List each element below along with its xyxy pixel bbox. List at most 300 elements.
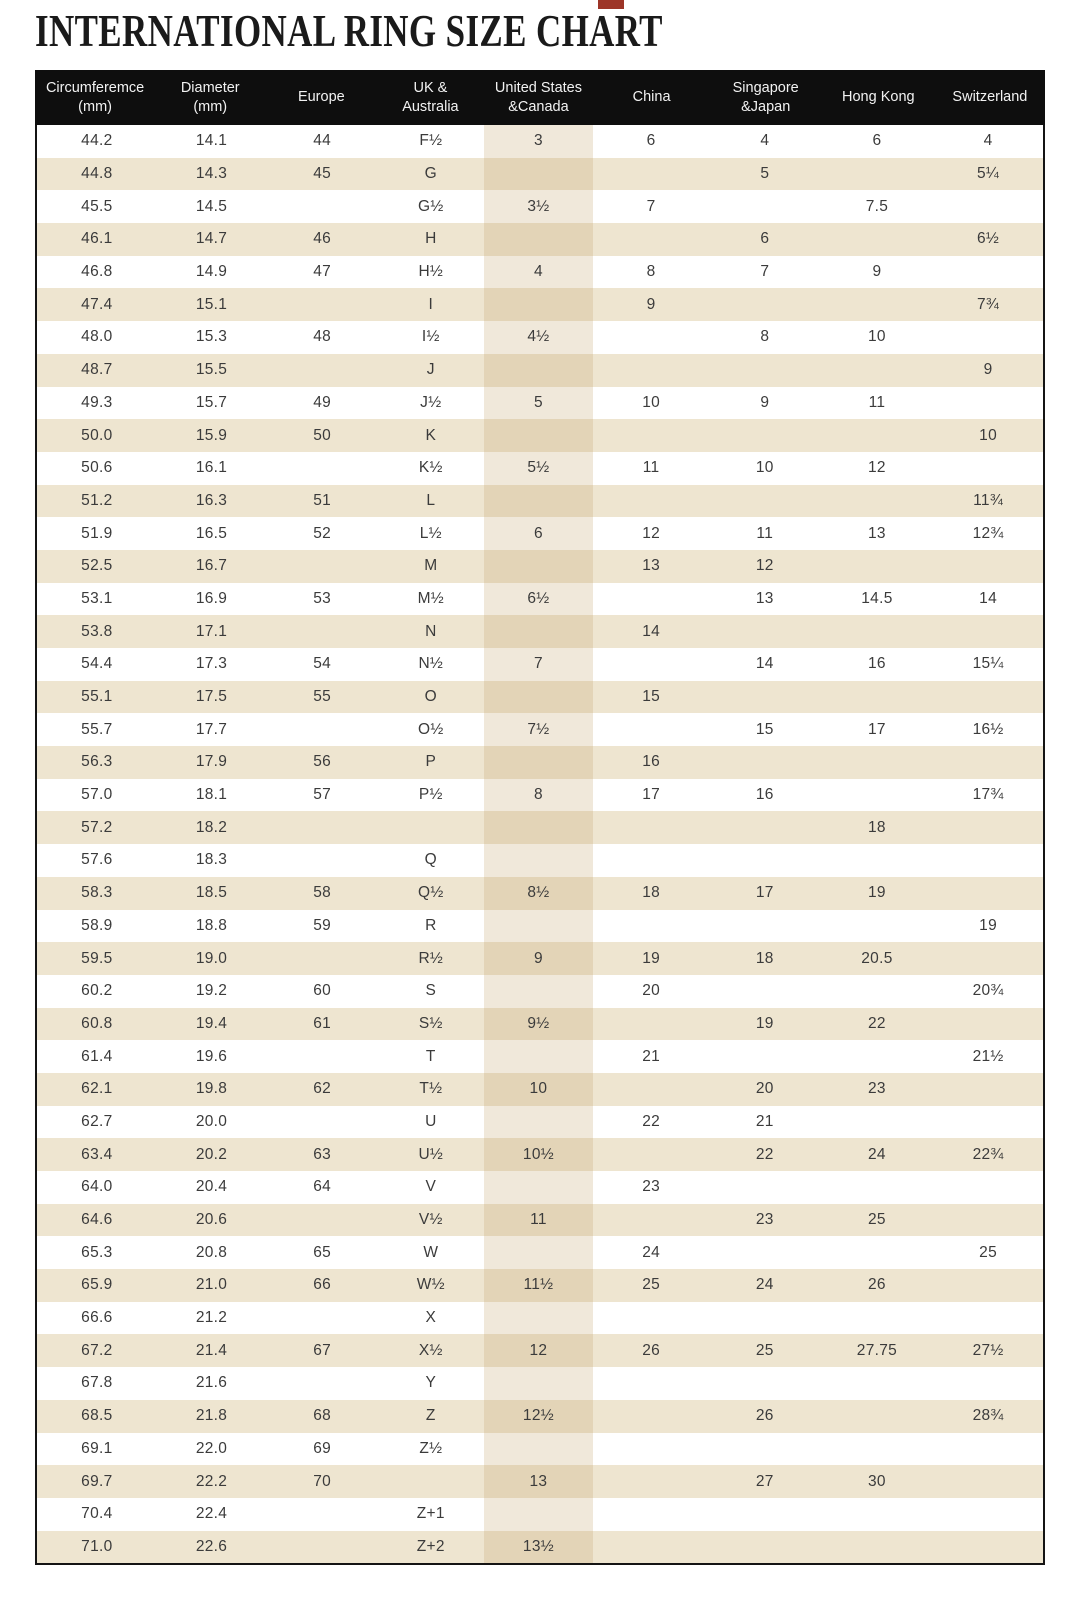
cell-us-canada bbox=[484, 811, 594, 844]
cell-circumference: 70.4 bbox=[81, 1505, 113, 1523]
cell-circumference: 62.7 bbox=[81, 1112, 113, 1130]
cell-europe bbox=[266, 190, 378, 223]
cell-diameter: 19.8 bbox=[195, 1080, 228, 1098]
cell-hong-kong bbox=[821, 1236, 934, 1269]
cell-us-canada: 6½ bbox=[484, 583, 594, 616]
cell-china bbox=[593, 419, 709, 452]
cell-us-canada bbox=[484, 1236, 594, 1269]
table-row bbox=[37, 419, 1043, 452]
cell-us-canada bbox=[484, 158, 594, 191]
cell-europe: 44 bbox=[313, 132, 332, 150]
cell-hong-kong: 17 bbox=[868, 720, 886, 738]
cell-singapore-japan: 12 bbox=[755, 557, 774, 575]
cell-singapore-japan: 22 bbox=[755, 1145, 774, 1163]
cell-europe bbox=[266, 1204, 378, 1237]
cell-china: 14 bbox=[642, 622, 661, 640]
cell-diameter: 15.7 bbox=[195, 393, 228, 411]
cell-circumference: 58.3 bbox=[81, 884, 113, 902]
cell-singapore-japan: 11 bbox=[756, 524, 774, 542]
cell-china bbox=[593, 1008, 709, 1041]
cell-diameter: 15.3 bbox=[195, 328, 228, 346]
cell-us-canada bbox=[484, 1302, 594, 1335]
cell-circumference: 64.0 bbox=[81, 1178, 113, 1196]
cell-switzerland bbox=[933, 746, 1043, 779]
table-row bbox=[37, 779, 1043, 812]
cell-uk-australia: W½ bbox=[416, 1276, 445, 1294]
table-row bbox=[37, 1008, 1043, 1041]
cell-china: 20 bbox=[642, 982, 661, 1000]
cell-singapore-japan: 18 bbox=[755, 949, 774, 967]
cell-hong-kong: 25 bbox=[868, 1211, 886, 1229]
cell-hong-kong bbox=[821, 844, 934, 877]
table-row bbox=[37, 1138, 1043, 1171]
cell-us-canada: 9 bbox=[484, 942, 594, 975]
cell-diameter: 18.5 bbox=[195, 884, 228, 902]
column-header-diameter: Diameter (mm) bbox=[180, 80, 240, 115]
cell-uk-australia bbox=[378, 1465, 484, 1498]
cell-singapore-japan: 16 bbox=[755, 786, 774, 804]
cell-uk-australia: Z+1 bbox=[416, 1505, 445, 1523]
cell-uk-australia: K½ bbox=[418, 459, 443, 477]
cell-us-canada bbox=[484, 1040, 594, 1073]
cell-china bbox=[593, 485, 709, 518]
cell-us-canada bbox=[484, 419, 594, 452]
cell-europe: 55 bbox=[313, 688, 332, 706]
cell-us-canada: 12 bbox=[484, 1334, 594, 1367]
table-row bbox=[37, 387, 1043, 420]
cell-switzerland bbox=[933, 877, 1043, 910]
cell-diameter: 14.1 bbox=[195, 132, 228, 150]
cell-us-canada bbox=[484, 1367, 594, 1400]
cell-circumference: 44.8 bbox=[81, 165, 113, 183]
cell-switzerland: 27½ bbox=[972, 1341, 1004, 1359]
cell-europe: 54 bbox=[313, 655, 332, 673]
cell-diameter: 18.2 bbox=[195, 818, 228, 836]
cell-hong-kong: 22 bbox=[868, 1014, 886, 1032]
cell-hong-kong bbox=[821, 975, 934, 1008]
cell-switzerland bbox=[933, 942, 1043, 975]
cell-switzerland bbox=[933, 1433, 1043, 1466]
cell-circumference: 46.8 bbox=[81, 263, 113, 281]
cell-us-canada bbox=[484, 223, 594, 256]
cell-europe: 45 bbox=[313, 165, 332, 183]
cell-uk-australia: Y bbox=[425, 1374, 437, 1392]
cell-hong-kong: 9 bbox=[872, 263, 882, 281]
cell-switzerland: 15¼ bbox=[972, 655, 1004, 673]
page-title: INTERNATIONAL RING SIZE CHART bbox=[35, 5, 663, 56]
table-row bbox=[37, 811, 1043, 844]
cell-china bbox=[593, 158, 709, 191]
cell-diameter: 21.0 bbox=[195, 1276, 228, 1294]
cell-china: 25 bbox=[642, 1276, 661, 1294]
cell-switzerland: 20¾ bbox=[972, 982, 1004, 1000]
cell-switzerland bbox=[933, 844, 1043, 877]
cell-diameter: 21.4 bbox=[195, 1341, 228, 1359]
cell-uk-australia: M½ bbox=[417, 589, 445, 607]
column-header-switzerland: Switzerland bbox=[952, 89, 1028, 106]
table-row bbox=[37, 158, 1043, 191]
cell-uk-australia: K bbox=[425, 426, 437, 444]
cell-circumference: 48.7 bbox=[81, 361, 113, 379]
cell-china: 17 bbox=[642, 786, 661, 804]
cell-diameter: 16.9 bbox=[195, 589, 228, 607]
cell-china bbox=[593, 1073, 709, 1106]
cell-switzerland bbox=[933, 1367, 1043, 1400]
cell-switzerland bbox=[933, 1302, 1043, 1335]
cell-singapore-japan: 21 bbox=[755, 1112, 774, 1130]
cell-singapore-japan: 4 bbox=[760, 132, 770, 150]
table-row bbox=[37, 1040, 1043, 1073]
column-header-singapore-japan: Singapore &Japan bbox=[732, 80, 799, 115]
table-row bbox=[37, 288, 1043, 321]
cell-circumference: 54.4 bbox=[81, 655, 113, 673]
cell-uk-australia: W bbox=[423, 1243, 439, 1261]
cell-europe: 52 bbox=[313, 524, 332, 542]
cell-uk-australia: I bbox=[428, 295, 434, 313]
cell-hong-kong: 10 bbox=[868, 328, 886, 346]
cell-diameter: 14.5 bbox=[195, 197, 228, 215]
cell-singapore-japan: 26 bbox=[755, 1407, 774, 1425]
cell-singapore-japan bbox=[709, 1302, 821, 1335]
cell-hong-kong: 7.5 bbox=[865, 197, 889, 215]
cell-singapore-japan bbox=[709, 746, 821, 779]
cell-hong-kong bbox=[821, 288, 934, 321]
cell-europe: 57 bbox=[313, 786, 332, 804]
cell-hong-kong: 16 bbox=[868, 655, 886, 673]
cell-europe: 63 bbox=[313, 1145, 332, 1163]
cell-uk-australia: U½ bbox=[418, 1145, 444, 1163]
table-row bbox=[37, 583, 1043, 616]
cell-hong-kong: 30 bbox=[868, 1472, 886, 1490]
cell-uk-australia: O bbox=[424, 688, 437, 706]
cell-china bbox=[593, 1302, 709, 1335]
cell-circumference: 52.5 bbox=[81, 557, 113, 575]
cell-uk-australia: S½ bbox=[418, 1014, 443, 1032]
cell-singapore-japan bbox=[709, 681, 821, 714]
cell-us-canada bbox=[484, 1171, 594, 1204]
cell-circumference: 55.7 bbox=[81, 720, 113, 738]
cell-europe bbox=[266, 615, 378, 648]
cell-diameter: 20.0 bbox=[195, 1112, 228, 1130]
cell-uk-australia: M bbox=[424, 557, 438, 575]
cell-uk-australia: X½ bbox=[418, 1341, 443, 1359]
cell-uk-australia: V bbox=[425, 1178, 437, 1196]
ring-size-table bbox=[35, 70, 1045, 1565]
cell-singapore-japan bbox=[709, 485, 821, 518]
cell-china bbox=[593, 1465, 709, 1498]
table-row bbox=[37, 1498, 1043, 1531]
table-row bbox=[37, 844, 1043, 877]
cell-china: 24 bbox=[642, 1243, 661, 1261]
column-header-us-canada: United States &Canada bbox=[494, 80, 582, 115]
cell-switzerland bbox=[933, 452, 1043, 485]
cell-us-canada bbox=[484, 844, 594, 877]
cell-switzerland bbox=[933, 1465, 1043, 1498]
cell-singapore-japan bbox=[709, 288, 821, 321]
cell-hong-kong bbox=[821, 779, 934, 812]
table-row bbox=[37, 550, 1043, 583]
cell-china: 11 bbox=[642, 459, 660, 477]
cell-hong-kong bbox=[821, 354, 934, 387]
table-row bbox=[37, 321, 1043, 354]
column-header-hong-kong: Hong Kong bbox=[842, 89, 915, 106]
cell-circumference: 67.2 bbox=[81, 1341, 113, 1359]
cell-hong-kong: 14.5 bbox=[861, 589, 893, 607]
cell-china: 18 bbox=[642, 884, 661, 902]
cell-switzerland: 7¾ bbox=[977, 295, 1000, 313]
cell-china bbox=[593, 1204, 709, 1237]
cell-singapore-japan bbox=[709, 419, 821, 452]
cell-china bbox=[593, 1498, 709, 1531]
cell-europe: 68 bbox=[313, 1407, 332, 1425]
cell-singapore-japan: 20 bbox=[755, 1080, 774, 1098]
cell-circumference: 45.5 bbox=[81, 197, 113, 215]
table-row bbox=[37, 1204, 1043, 1237]
table-row bbox=[37, 746, 1043, 779]
cell-switzerland bbox=[933, 1008, 1043, 1041]
cell-uk-australia: J½ bbox=[420, 393, 442, 411]
cell-circumference: 50.6 bbox=[81, 459, 113, 477]
cell-us-canada: 3½ bbox=[484, 190, 594, 223]
table-row bbox=[37, 975, 1043, 1008]
cell-china bbox=[593, 583, 709, 616]
cell-europe: 56 bbox=[313, 753, 332, 771]
cell-circumference: 49.3 bbox=[81, 393, 113, 411]
cell-circumference: 67.8 bbox=[81, 1374, 113, 1392]
cell-uk-australia: H½ bbox=[418, 263, 444, 281]
cell-diameter: 15.5 bbox=[195, 361, 228, 379]
cell-hong-kong: 12 bbox=[868, 459, 886, 477]
table-row bbox=[37, 354, 1043, 387]
table-row bbox=[37, 1334, 1043, 1367]
cell-switzerland: 17¾ bbox=[972, 786, 1004, 804]
cell-switzerland bbox=[933, 1531, 1043, 1564]
cell-circumference: 57.6 bbox=[81, 851, 113, 869]
cell-europe: 50 bbox=[313, 426, 332, 444]
cell-uk-australia: H bbox=[425, 230, 437, 248]
cell-switzerland: 6½ bbox=[977, 230, 1000, 248]
cell-circumference: 46.1 bbox=[81, 230, 113, 248]
cell-diameter: 16.7 bbox=[195, 557, 228, 575]
cell-europe: 51 bbox=[313, 491, 332, 509]
cell-uk-australia: T½ bbox=[419, 1080, 443, 1098]
cell-us-canada bbox=[484, 354, 594, 387]
cell-uk-australia: I½ bbox=[421, 328, 440, 346]
cell-hong-kong bbox=[821, 910, 934, 943]
cell-switzerland: 21½ bbox=[972, 1047, 1004, 1065]
cell-switzerland bbox=[933, 1171, 1043, 1204]
cell-diameter: 19.0 bbox=[195, 949, 228, 967]
cell-uk-australia: G½ bbox=[418, 197, 444, 215]
cell-diameter: 22.6 bbox=[195, 1537, 228, 1555]
cell-singapore-japan: 14 bbox=[755, 655, 774, 673]
cell-diameter: 17.3 bbox=[195, 655, 228, 673]
cell-diameter: 17.5 bbox=[195, 688, 228, 706]
cell-china bbox=[593, 223, 709, 256]
cell-hong-kong: 19 bbox=[868, 884, 886, 902]
cell-europe: 46 bbox=[313, 230, 332, 248]
cell-uk-australia: X bbox=[425, 1309, 437, 1327]
cell-hong-kong bbox=[821, 158, 934, 191]
cell-china bbox=[593, 354, 709, 387]
cell-hong-kong bbox=[821, 485, 934, 518]
cell-singapore-japan: 27 bbox=[755, 1472, 774, 1490]
cell-switzerland bbox=[933, 1106, 1043, 1139]
cell-diameter: 20.6 bbox=[195, 1211, 228, 1229]
cell-china: 16 bbox=[642, 753, 661, 771]
cell-us-canada bbox=[484, 975, 594, 1008]
cell-hong-kong bbox=[821, 1498, 934, 1531]
table-row bbox=[37, 485, 1043, 518]
cell-us-canada bbox=[484, 746, 594, 779]
cell-switzerland: 22¾ bbox=[972, 1145, 1004, 1163]
cell-us-canada: 9½ bbox=[484, 1008, 594, 1041]
cell-uk-australia: Z+2 bbox=[416, 1537, 445, 1555]
cell-uk-australia: Z½ bbox=[419, 1439, 443, 1457]
cell-singapore-japan bbox=[709, 844, 821, 877]
cell-singapore-japan: 25 bbox=[755, 1341, 774, 1359]
cell-uk-australia bbox=[378, 811, 484, 844]
cell-switzerland bbox=[933, 1073, 1043, 1106]
cell-switzerland bbox=[933, 190, 1043, 223]
table-row bbox=[37, 1433, 1043, 1466]
cell-uk-australia: J bbox=[426, 361, 435, 379]
cell-europe: 69 bbox=[313, 1439, 332, 1457]
cell-china bbox=[593, 811, 709, 844]
cell-china: 9 bbox=[646, 295, 656, 313]
cell-us-canada: 8 bbox=[484, 779, 594, 812]
cell-singapore-japan bbox=[709, 811, 821, 844]
cell-us-canada: 13½ bbox=[484, 1531, 594, 1564]
cell-us-canada: 4 bbox=[484, 256, 594, 289]
cell-uk-australia: O½ bbox=[418, 720, 444, 738]
cell-europe bbox=[266, 354, 378, 387]
cell-uk-australia: P½ bbox=[418, 786, 443, 804]
cell-singapore-japan: 8 bbox=[760, 328, 770, 346]
cell-europe: 59 bbox=[313, 916, 332, 934]
cell-singapore-japan: 17 bbox=[755, 884, 774, 902]
cell-china: 22 bbox=[642, 1112, 661, 1130]
cell-europe: 48 bbox=[313, 328, 332, 346]
cell-us-canada bbox=[484, 615, 594, 648]
column-header-china: China bbox=[632, 89, 671, 106]
cell-uk-australia: S bbox=[425, 982, 437, 1000]
cell-uk-australia: N½ bbox=[418, 655, 444, 673]
cell-hong-kong: 18 bbox=[868, 818, 886, 836]
cell-circumference: 69.7 bbox=[81, 1472, 113, 1490]
cell-china bbox=[593, 1531, 709, 1564]
cell-switzerland: 14 bbox=[979, 589, 998, 607]
cell-switzerland bbox=[933, 681, 1043, 714]
cell-hong-kong: 11 bbox=[868, 393, 886, 411]
column-header-circumference: Circumferemce (mm) bbox=[45, 80, 145, 115]
cell-diameter: 22.0 bbox=[195, 1439, 228, 1457]
cell-china: 7 bbox=[646, 197, 656, 215]
cell-singapore-japan: 7 bbox=[760, 263, 770, 281]
cell-circumference: 48.0 bbox=[81, 328, 113, 346]
cell-diameter: 21.6 bbox=[195, 1374, 228, 1392]
cell-europe: 53 bbox=[313, 589, 332, 607]
cell-uk-australia: P bbox=[425, 753, 437, 771]
cell-hong-kong bbox=[821, 1367, 934, 1400]
cell-europe: 58 bbox=[313, 884, 332, 902]
cell-circumference: 53.1 bbox=[81, 589, 113, 607]
cell-china bbox=[593, 1367, 709, 1400]
cell-china bbox=[593, 1433, 709, 1466]
cell-circumference: 56.3 bbox=[81, 753, 113, 771]
cell-diameter: 15.1 bbox=[195, 295, 228, 313]
cell-uk-australia: R½ bbox=[418, 949, 444, 967]
cell-diameter: 14.3 bbox=[195, 165, 228, 183]
table-row bbox=[37, 125, 1043, 158]
cell-uk-australia: Z bbox=[425, 1407, 436, 1425]
cell-europe: 66 bbox=[313, 1276, 332, 1294]
cell-us-canada bbox=[484, 550, 594, 583]
cell-circumference: 60.8 bbox=[81, 1014, 113, 1032]
cell-diameter: 18.3 bbox=[195, 851, 228, 869]
cell-hong-kong: 6 bbox=[872, 132, 882, 150]
cell-hong-kong bbox=[821, 746, 934, 779]
cell-hong-kong bbox=[821, 1106, 934, 1139]
cell-china: 12 bbox=[642, 524, 661, 542]
cell-us-canada: 5½ bbox=[484, 452, 594, 485]
cell-hong-kong bbox=[821, 615, 934, 648]
table-row bbox=[37, 1400, 1043, 1433]
cell-europe: 64 bbox=[313, 1178, 332, 1196]
table-row bbox=[37, 1269, 1043, 1302]
cell-europe: 49 bbox=[313, 393, 332, 411]
cell-us-canada: 5 bbox=[484, 387, 594, 420]
cell-switzerland: 19 bbox=[979, 916, 998, 934]
cell-china: 8 bbox=[646, 263, 656, 281]
table-row bbox=[37, 190, 1043, 223]
cell-singapore-japan bbox=[709, 1367, 821, 1400]
cell-europe bbox=[266, 1302, 378, 1335]
cell-hong-kong: 24 bbox=[868, 1145, 886, 1163]
cell-singapore-japan bbox=[709, 910, 821, 943]
cell-us-canada: 10½ bbox=[484, 1138, 594, 1171]
cell-europe bbox=[266, 844, 378, 877]
table-row bbox=[37, 615, 1043, 648]
cell-hong-kong bbox=[821, 1040, 934, 1073]
cell-circumference: 65.9 bbox=[81, 1276, 113, 1294]
cell-china bbox=[593, 1138, 709, 1171]
cell-hong-kong: 13 bbox=[868, 524, 886, 542]
cell-uk-australia: Q bbox=[424, 851, 437, 869]
cell-circumference: 53.8 bbox=[81, 622, 113, 640]
cell-switzerland bbox=[933, 1498, 1043, 1531]
cell-diameter: 19.2 bbox=[195, 982, 228, 1000]
cell-singapore-japan: 19 bbox=[755, 1014, 774, 1032]
cell-circumference: 51.2 bbox=[81, 491, 113, 509]
cell-singapore-japan bbox=[709, 1040, 821, 1073]
cell-us-canada bbox=[484, 485, 594, 518]
cell-switzerland bbox=[933, 811, 1043, 844]
cell-circumference: 61.4 bbox=[81, 1047, 113, 1065]
cell-diameter: 17.7 bbox=[195, 720, 228, 738]
cell-switzerland: 4 bbox=[983, 132, 993, 150]
cell-europe bbox=[266, 1531, 378, 1564]
cell-circumference: 62.1 bbox=[81, 1080, 113, 1098]
cell-us-canada: 6 bbox=[484, 517, 594, 550]
cell-china: 21 bbox=[642, 1047, 661, 1065]
cell-singapore-japan: 15 bbox=[755, 720, 774, 738]
cell-china: 13 bbox=[642, 557, 661, 575]
column-header-europe: Europe bbox=[297, 89, 345, 106]
cell-switzerland: 10 bbox=[979, 426, 998, 444]
cell-europe bbox=[266, 1040, 378, 1073]
cell-singapore-japan bbox=[709, 975, 821, 1008]
